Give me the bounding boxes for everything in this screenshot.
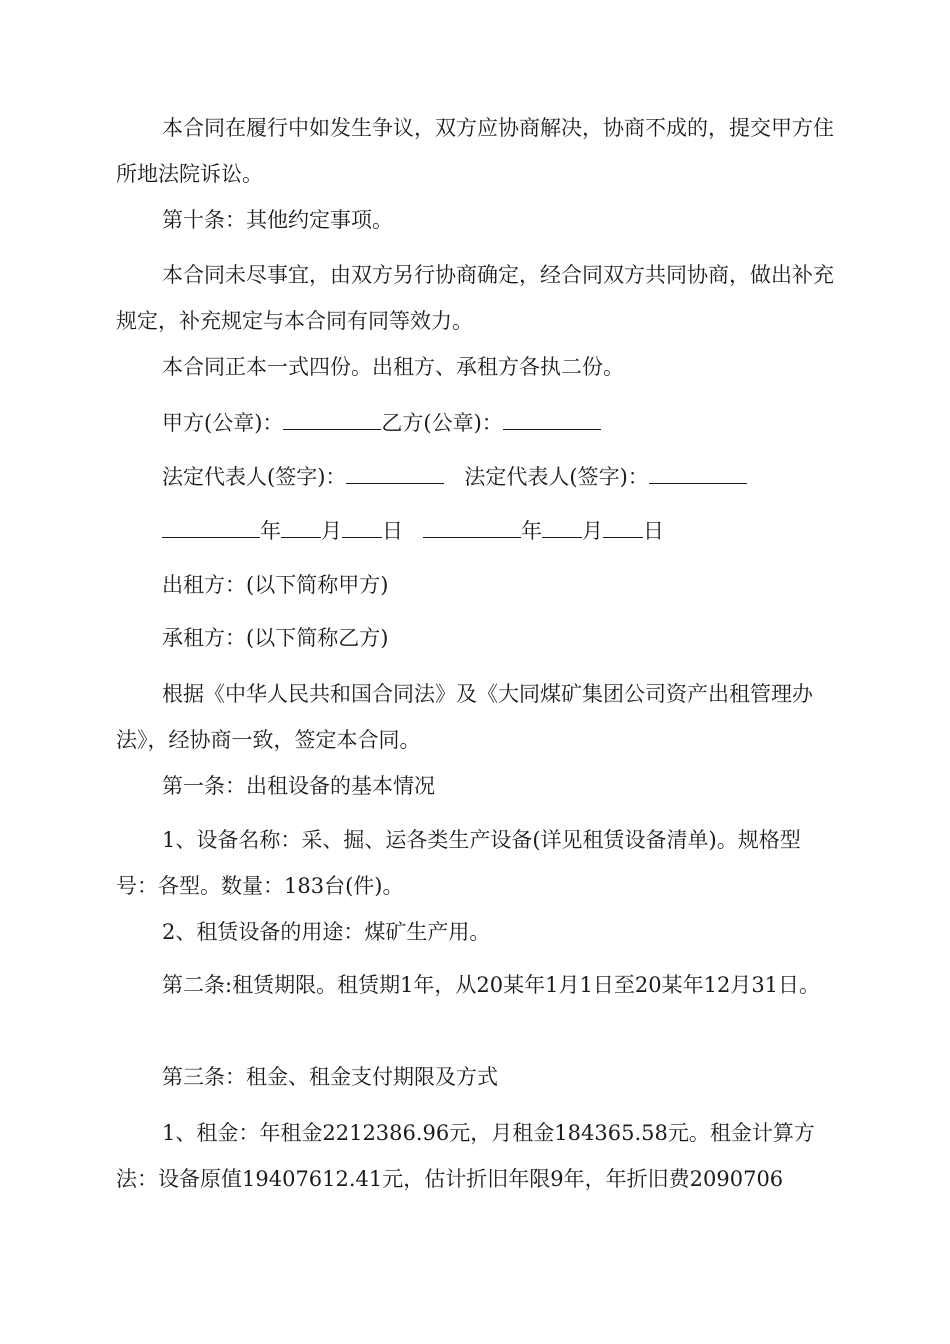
- month-b-blank: [542, 517, 582, 538]
- day-b-blank: [603, 517, 643, 538]
- month-b-label: 月: [582, 519, 604, 543]
- rep-b-label: 法定代表人(签字)：: [464, 465, 649, 489]
- rep-a-blank: [346, 463, 444, 484]
- paragraph-equipment-name: 1、设备名称：采、掘、运各类生产设备(详见租赁设备清单)。规格型号：各型。数量：183台(件)。: [116, 828, 801, 898]
- paragraph-article-1: 第一条：出租设备的基本情况: [162, 774, 435, 798]
- day-a-blank: [342, 517, 382, 538]
- party-b-blank: [503, 409, 601, 430]
- year-a-blank: [162, 517, 260, 538]
- year-a-label: 年: [260, 519, 281, 543]
- paragraph-supplement: 本合同未尽事宜，由双方另行协商确定，经合同双方共同协商，做出补充规定，补充规定与本合同有同等效力。: [116, 263, 834, 333]
- paragraph-article-3: 第三条：租金、租金支付期限及方式: [162, 1065, 498, 1089]
- signature-rep-line: [162, 454, 747, 500]
- rep-b-blank: [649, 463, 747, 484]
- rep-a-label: 法定代表人(签字)：: [162, 465, 347, 489]
- party-b-label: 乙方(公章)：: [381, 411, 503, 435]
- signature-party-line: [162, 400, 601, 446]
- paragraph-article-10: 第十条：其他约定事项。: [162, 208, 393, 232]
- paragraph-equipment-use: 2、租赁设备的用途：煤矿生产用。: [162, 920, 491, 944]
- paragraph-article-2: 第二条:租赁期限。租赁期1年，从20某年1月1日至20某年12月31日。: [162, 973, 821, 997]
- year-b-label: 年: [521, 519, 543, 543]
- month-a-label: 月: [321, 519, 342, 543]
- paragraph-lessor: 出租方：(以下简称甲方): [162, 573, 389, 597]
- day-b-label: 日: [643, 519, 665, 543]
- signature-date-line: [162, 508, 664, 554]
- month-a-blank: [281, 517, 321, 538]
- paragraph-rent: 1、租金：年租金2212386.96元，月租金184365.58元。租金计算方法：设备原值19407612.41元，估计折旧年限9年，年折旧费2090706: [116, 1121, 815, 1191]
- paragraph-copies: 本合同正本一式四份。出租方、承租方各执二份。: [162, 355, 624, 379]
- year-b-blank: [423, 517, 521, 538]
- paragraph-basis: 根据《中华人民共和国合同法》及《大同煤矿集团公司资产出租管理办法》，经协商一致，签定本合同。: [116, 682, 813, 752]
- paragraph-lessee: 承租方：(以下简称乙方): [162, 626, 389, 650]
- party-a-blank: [283, 409, 381, 430]
- day-a-label: 日: [382, 519, 403, 543]
- paragraph-dispute: 本合同在履行中如发生争议，双方应协商解决，协商不成的，提交甲方住所地法院诉讼。: [116, 116, 834, 186]
- party-a-label: 甲方(公章)：: [162, 411, 284, 435]
